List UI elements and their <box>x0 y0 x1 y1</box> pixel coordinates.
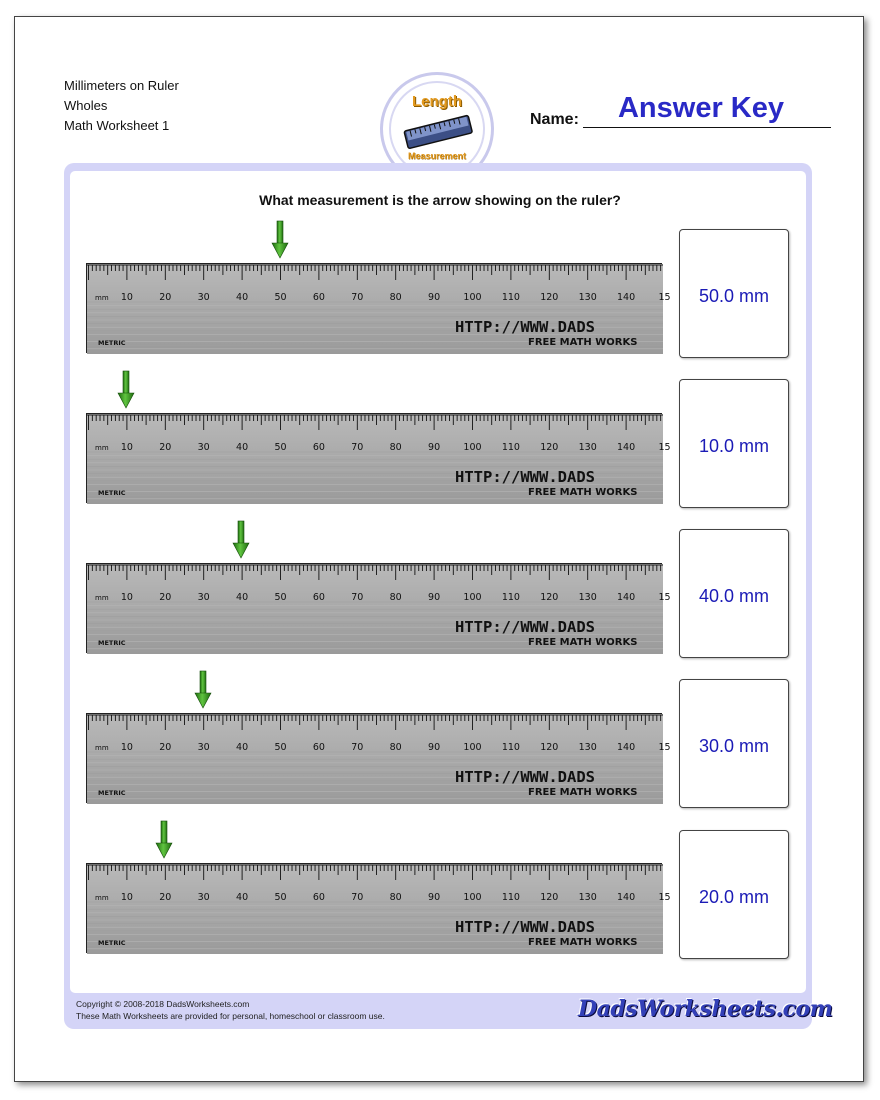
ruler-tick-label: 100 <box>463 292 482 303</box>
ruler-sub-text: FREE MATH WORKS <box>528 637 638 648</box>
ruler-sub-text: FREE MATH WORKS <box>528 937 638 948</box>
ruler <box>86 863 671 953</box>
ruler-tick-label: 20 <box>159 742 172 753</box>
pointer-arrow-icon <box>156 821 172 859</box>
answer-box <box>679 229 789 358</box>
ruler-url-text: HTTP://WWW.DADS <box>455 468 595 486</box>
ruler-tick-label: 90 <box>428 442 441 453</box>
ruler-tick-label: 100 <box>463 442 482 453</box>
ruler-tick-label: 50 <box>274 292 287 303</box>
ruler-tick-label: 15 <box>658 892 671 903</box>
ruler-tick-label: 15 <box>658 442 671 453</box>
ruler-unit-label: mm <box>95 744 109 752</box>
ruler-url-text: HTTP://WWW.DADS <box>455 618 595 636</box>
ruler-tick-label: 30 <box>197 742 210 753</box>
logo-top-text: Length <box>412 93 462 110</box>
ruler-tick-label: 130 <box>578 892 597 903</box>
ruler-tick-label: 60 <box>312 892 325 903</box>
ruler <box>86 413 671 503</box>
ruler-tick-label: 140 <box>617 592 636 603</box>
ruler-unit-label: mm <box>95 594 109 602</box>
ruler-tick-label: 80 <box>389 742 402 753</box>
ruler-tick-label: 140 <box>617 742 636 753</box>
ruler-tick-label: 100 <box>463 742 482 753</box>
ruler-tick-label: 100 <box>463 592 482 603</box>
ruler-tick-label: 120 <box>540 742 559 753</box>
ruler-tick-label: 20 <box>159 442 172 453</box>
ruler <box>86 563 671 653</box>
ruler-tick-label: 20 <box>159 592 172 603</box>
ruler-metric-text: METRIC <box>98 339 126 347</box>
ruler-url-text: HTTP://WWW.DADS <box>455 318 595 336</box>
ruler <box>86 713 671 803</box>
ruler-tick-label: 15 <box>658 592 671 603</box>
ruler-metric-text: METRIC <box>98 639 126 647</box>
ruler-metric-text: METRIC <box>98 939 126 947</box>
ruler-tick-label: 60 <box>312 742 325 753</box>
ruler-tick-label: 90 <box>428 742 441 753</box>
ruler-tick-label: 40 <box>236 892 249 903</box>
ruler-tick-label: 10 <box>120 892 133 903</box>
ruler-metric-text: METRIC <box>98 489 126 497</box>
answer-box <box>679 529 789 658</box>
worksheet-number: Math Worksheet 1 <box>64 118 170 133</box>
answer-text: 10.0 mm <box>698 436 770 456</box>
ruler-tick-label: 50 <box>274 442 287 453</box>
pointer-arrow-icon <box>118 371 134 409</box>
ruler-tick-label: 15 <box>658 742 671 753</box>
ruler-tick-label: 120 <box>540 442 559 453</box>
ruler-tick-label: 130 <box>578 742 597 753</box>
answer-text: 20.0 mm <box>698 887 770 907</box>
ruler-sub-text: FREE MATH WORKS <box>528 337 638 348</box>
ruler-tick-label: 50 <box>274 742 287 753</box>
ruler-tick-label: 80 <box>389 592 402 603</box>
usage-note: These Math Worksheets are provided for personal, homeschool or classroom use. <box>76 1011 385 1021</box>
pointer-arrow-icon <box>233 521 249 559</box>
ruler-tick-label: 30 <box>197 592 210 603</box>
ruler-tick-label: 110 <box>501 442 520 453</box>
question-text: What measurement is the arrow showing on the ruler? <box>259 192 621 208</box>
ruler-tick-label: 40 <box>236 292 249 303</box>
ruler-tick-label: 140 <box>617 892 636 903</box>
ruler-tick-label: 110 <box>501 292 520 303</box>
ruler-tick-label: 120 <box>540 892 559 903</box>
ruler-tick-label: 50 <box>274 892 287 903</box>
copyright-notice <box>76 998 385 1022</box>
ruler-tick-label: 40 <box>236 442 249 453</box>
ruler-tick-label: 140 <box>617 442 636 453</box>
ruler-tick-label: 70 <box>351 442 364 453</box>
ruler-tick-label: 15 <box>658 292 671 303</box>
answer-text: 50.0 mm <box>698 286 770 306</box>
answer-text: 30.0 mm <box>698 736 770 756</box>
ruler-tick-label: 30 <box>197 292 210 303</box>
ruler-tick-label: 120 <box>540 292 559 303</box>
dadsworksheets-logo: DadsWorksheets.com <box>578 996 833 1022</box>
answer-box <box>679 679 789 808</box>
ruler-tick-label: 130 <box>578 592 597 603</box>
ruler-url-text: HTTP://WWW.DADS <box>455 768 595 786</box>
ruler-tick-label: 40 <box>236 742 249 753</box>
ruler-icon <box>399 111 477 151</box>
ruler-unit-label: mm <box>95 294 109 302</box>
answer-key-text: Answer Key <box>617 92 784 124</box>
ruler <box>86 263 671 353</box>
worksheet-subtitle: Wholes <box>64 98 108 113</box>
ruler-tick-label: 30 <box>197 892 210 903</box>
worksheet-title: Millimeters on Ruler <box>64 78 179 93</box>
ruler-tick-label: 30 <box>197 442 210 453</box>
pointer-arrow-icon <box>272 221 288 259</box>
ruler-tick-label: 90 <box>428 892 441 903</box>
ruler-tick-label: 140 <box>617 292 636 303</box>
answer-box <box>679 379 789 508</box>
ruler-tick-label: 60 <box>312 292 325 303</box>
ruler-tick-label: 70 <box>351 292 364 303</box>
ruler-tick-label: 90 <box>428 592 441 603</box>
pointer-arrow-icon <box>195 671 211 709</box>
ruler-tick-label: 80 <box>389 892 402 903</box>
ruler-tick-label: 60 <box>312 442 325 453</box>
ruler-tick-label: 50 <box>274 592 287 603</box>
ruler-url-text: HTTP://WWW.DADS <box>455 918 595 936</box>
ruler-tick-label: 20 <box>159 292 172 303</box>
ruler-tick-label: 130 <box>578 442 597 453</box>
ruler-tick-label: 120 <box>540 592 559 603</box>
answer-box <box>679 830 789 959</box>
ruler-tick-label: 40 <box>236 592 249 603</box>
ruler-tick-label: 110 <box>501 892 520 903</box>
ruler-tick-label: 10 <box>120 442 133 453</box>
ruler-metric-text: METRIC <box>98 789 126 797</box>
ruler-tick-label: 80 <box>389 442 402 453</box>
ruler-unit-label: mm <box>95 894 109 902</box>
ruler-unit-label: mm <box>95 444 109 452</box>
ruler-tick-label: 10 <box>120 742 133 753</box>
ruler-tick-label: 10 <box>120 292 133 303</box>
ruler-tick-label: 70 <box>351 892 364 903</box>
ruler-sub-text: FREE MATH WORKS <box>528 487 638 498</box>
copyright-text: Copyright © 2008-2018 DadsWorksheets.com <box>76 999 250 1009</box>
ruler-tick-label: 20 <box>159 892 172 903</box>
ruler-tick-label: 80 <box>389 292 402 303</box>
ruler-tick-label: 10 <box>120 592 133 603</box>
name-line <box>583 127 831 128</box>
logo-bottom-text: Measurement <box>407 151 467 161</box>
ruler-sub-text: FREE MATH WORKS <box>528 787 638 798</box>
ruler-tick-label: 110 <box>501 742 520 753</box>
name-label: Name: <box>530 111 579 128</box>
ruler-tick-label: 110 <box>501 592 520 603</box>
ruler-tick-label: 130 <box>578 292 597 303</box>
ruler-tick-label: 90 <box>428 292 441 303</box>
ruler-tick-label: 70 <box>351 742 364 753</box>
ruler-tick-label: 70 <box>351 592 364 603</box>
ruler-tick-label: 60 <box>312 592 325 603</box>
ruler-tick-label: 100 <box>463 892 482 903</box>
answer-text: 40.0 mm <box>698 586 770 606</box>
